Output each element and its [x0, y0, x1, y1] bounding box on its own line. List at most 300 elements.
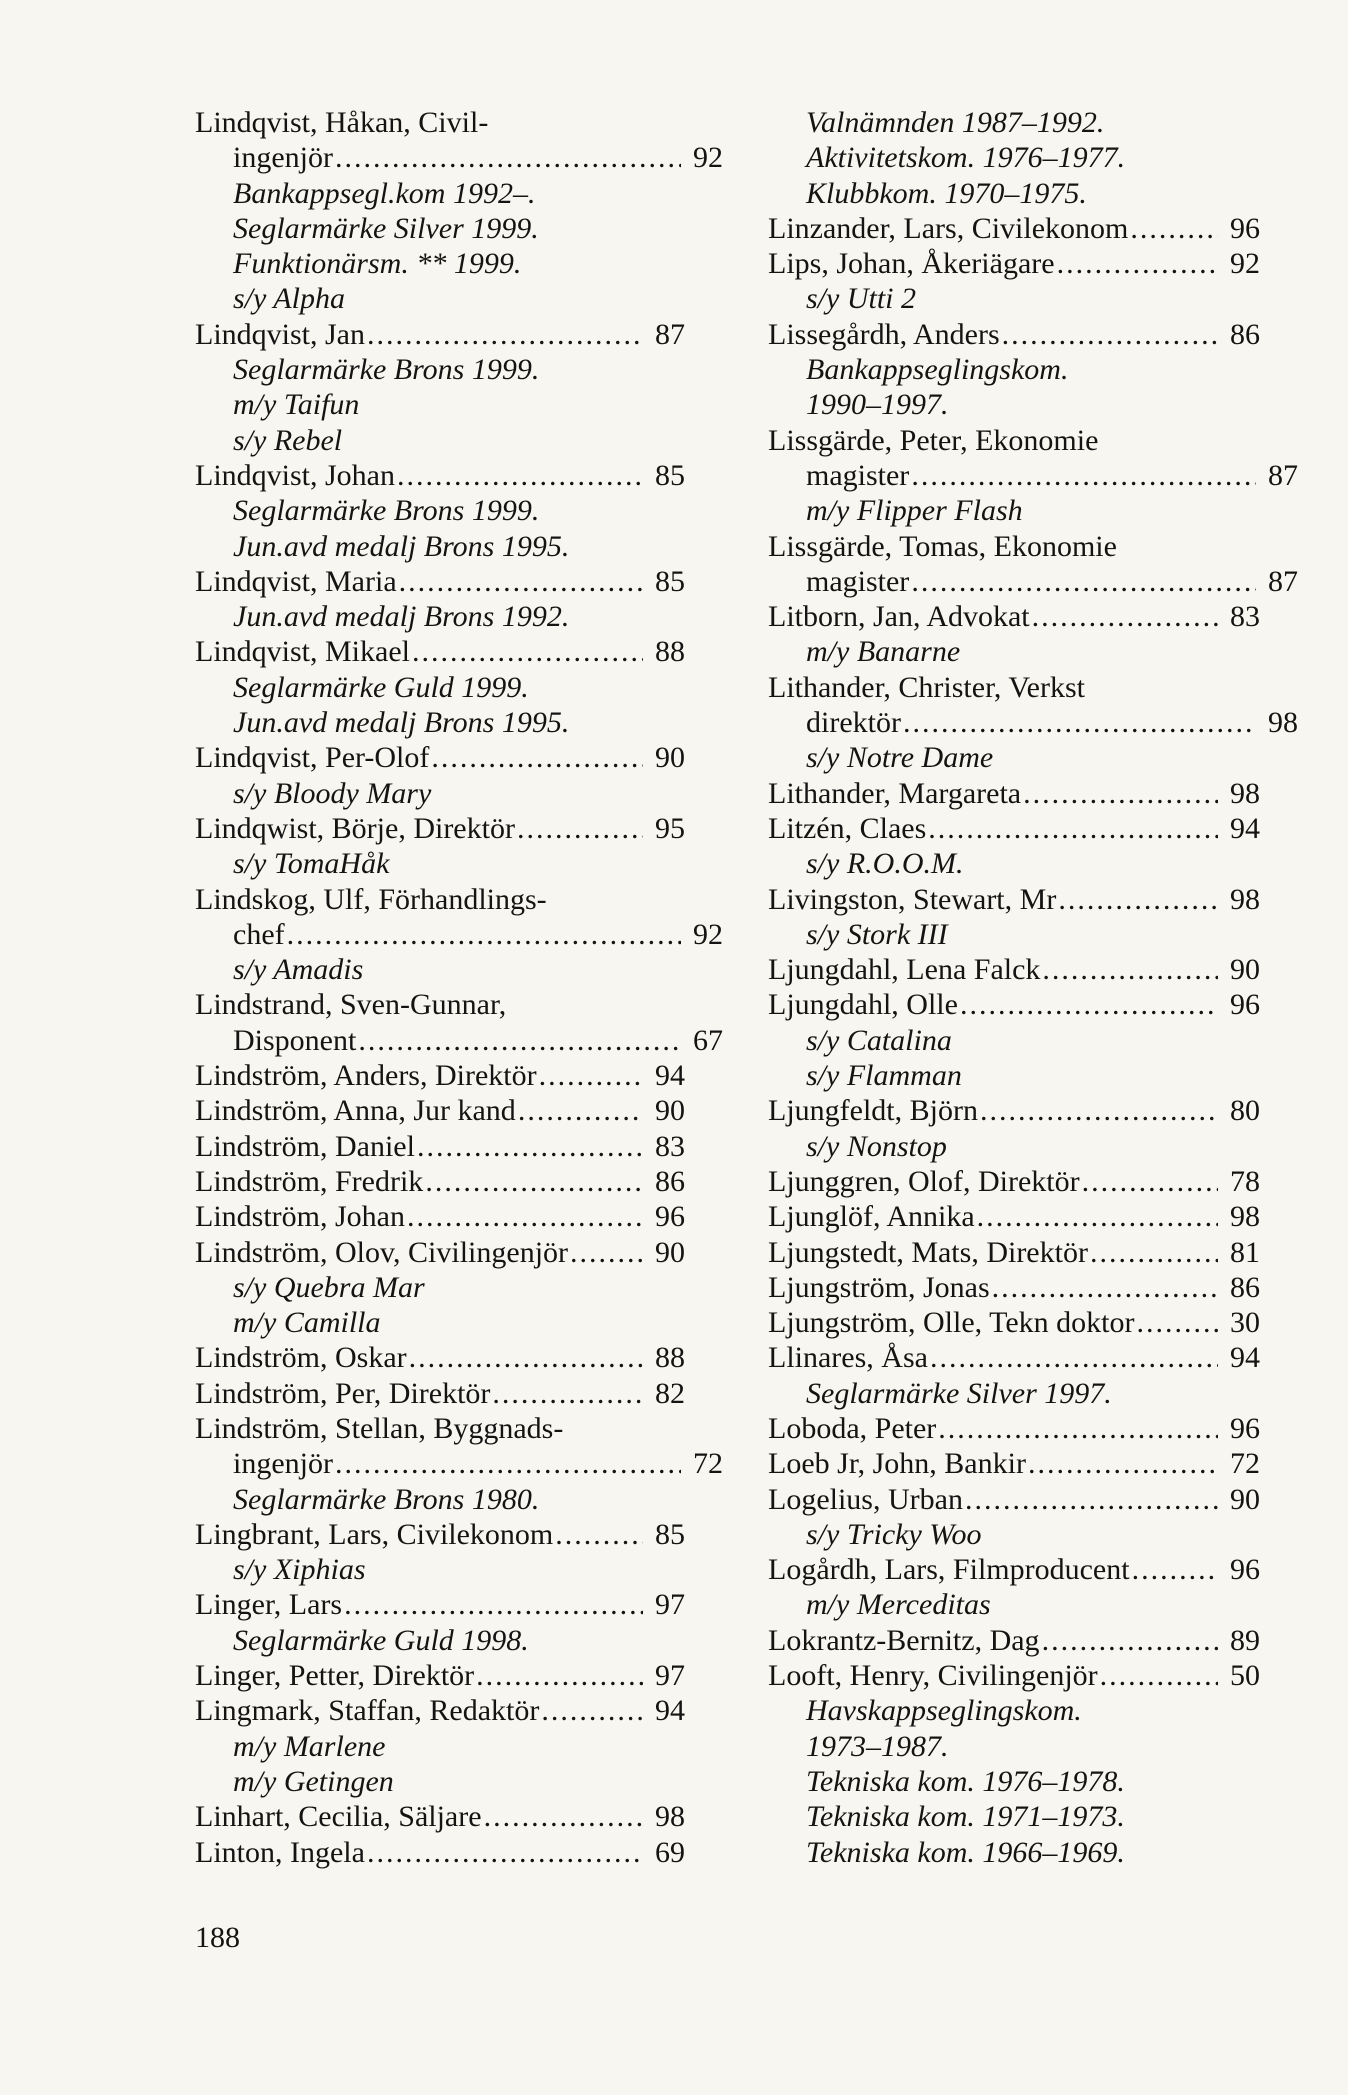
entry-text: Lindqvist, Per-Olof: [195, 741, 430, 775]
entry-text: chef: [233, 917, 285, 951]
index-entry: [195, 1058, 685, 1093]
index-column-left: [195, 105, 723, 1870]
index-entry: [768, 1552, 1260, 1587]
entry-text: Valnämnden 1987–1992.: [806, 106, 1105, 139]
entry-page-number: 90: [655, 741, 685, 775]
entry-page-number: 96: [1230, 211, 1260, 245]
index-subentry: [768, 1587, 1298, 1622]
entry-text: s/y Quebra Mar: [233, 1270, 425, 1304]
dot-leader: [517, 811, 643, 846]
entry-text: Lindqvist, Johan: [195, 458, 395, 492]
dot-leader: [1042, 952, 1218, 987]
entry-text: Seglarmärke Guld 1998.: [233, 1623, 529, 1657]
entry-text: Ljungstedt, Mats, Direktör: [768, 1235, 1088, 1269]
entry-page-number: 96: [1230, 988, 1260, 1022]
entry-text: Ljungdahl, Lena Falck: [768, 953, 1041, 987]
entry-text: Logelius, Urban: [768, 1482, 963, 1516]
entry-page-number: 97: [655, 1659, 685, 1693]
dot-leader: [399, 564, 643, 599]
entry-text: Linhart, Cecilia, Säljare: [195, 1800, 482, 1834]
entry-page-number: 87: [655, 317, 685, 351]
index-subentry: [195, 1270, 723, 1305]
entry-text: Lindström, Anders, Direktör: [195, 1059, 537, 1093]
entry-text: Jun.avd medalj Brons 1995.: [233, 706, 570, 740]
entry-page-number: 95: [655, 811, 685, 845]
index-subentry: [768, 634, 1298, 669]
entry-text: m/y Getingen: [233, 1764, 394, 1798]
entry-text: Lissegårdh, Anders: [768, 317, 1000, 351]
index-subentry: [195, 387, 723, 422]
index-subentry: [195, 1764, 723, 1799]
dot-leader: [539, 1058, 643, 1093]
entry-page-number: 83: [655, 1129, 685, 1163]
dot-leader: [977, 1199, 1218, 1234]
index-subentry: [195, 423, 723, 458]
entry-page-number: 83: [1230, 600, 1260, 634]
index-subentry: [768, 1023, 1298, 1058]
index-entry: [768, 1199, 1260, 1234]
entry-page-number: 87: [1268, 458, 1298, 492]
dot-leader: [938, 1411, 1218, 1446]
index-entry: [195, 1199, 685, 1234]
index-subentry: [768, 1799, 1298, 1834]
dot-leader: [541, 1693, 643, 1728]
index-entry: [768, 211, 1260, 246]
entry-text: Looft, Henry, Civilingenjör: [768, 1659, 1098, 1693]
entry-page-number: 67: [693, 1023, 723, 1057]
entry-page-number: 90: [655, 1094, 685, 1128]
index-entry: [768, 1164, 1260, 1199]
entry-text: Seglarmärke Brons 1980.: [233, 1482, 540, 1516]
index-entry: [195, 140, 723, 175]
index-subentry: [195, 176, 723, 211]
entry-text: 1973–1987.: [806, 1729, 949, 1763]
dot-leader: [1082, 1164, 1218, 1199]
entry-page-number: 85: [655, 1517, 685, 1551]
dot-leader: [928, 811, 1218, 846]
entry-text: Seglarmärke Guld 1999.: [233, 670, 529, 704]
index-subentry: [195, 1623, 723, 1658]
entry-page-number: 86: [1230, 1270, 1260, 1304]
dot-leader: [555, 1517, 643, 1552]
entry-text: Bankappsegl.kom 1992–.: [233, 176, 536, 210]
entry-page-number: 50: [1230, 1659, 1260, 1693]
index-subentry: [768, 740, 1298, 775]
index-subentry: [195, 246, 723, 281]
index-entry: [195, 1587, 685, 1622]
dot-leader: [409, 1340, 643, 1375]
index-entry: [768, 1093, 1260, 1128]
index-entry: [768, 564, 1298, 599]
entry-text: Lithander, Margareta: [768, 776, 1022, 810]
index-entry: [768, 1340, 1260, 1375]
index-subentry: [195, 352, 723, 387]
entry-page-number: 72: [693, 1447, 723, 1481]
index-entry: [195, 1129, 685, 1164]
dot-leader: [1132, 1552, 1218, 1587]
dot-leader: [287, 917, 681, 952]
entry-text: Lindström, Olov, Civilingenjör: [195, 1235, 569, 1269]
entry-text: Ljunggren, Olof, Direktör: [768, 1164, 1080, 1198]
dot-leader: [1058, 882, 1218, 917]
entry-text: Lingmark, Staffan, Redaktör: [195, 1694, 540, 1728]
entry-text: Seglarmärke Brons 1999.: [233, 494, 540, 528]
dot-leader: [1023, 776, 1218, 811]
index-entry: [768, 1658, 1260, 1693]
dot-leader: [911, 564, 1256, 599]
index-entry: [195, 1658, 685, 1693]
index-subentry: [768, 1129, 1298, 1164]
entry-page-number: 92: [693, 917, 723, 951]
entry-text: Aktivitetskom. 1976–1977.: [806, 141, 1126, 175]
entry-page-number: 85: [655, 564, 685, 598]
entry-text: m/y Camilla: [233, 1306, 381, 1340]
index-subentry: [195, 211, 723, 246]
entry-text: Loeb Jr, John, Bankir: [768, 1447, 1026, 1481]
entry-page-number: 89: [1230, 1623, 1260, 1657]
index-entry: [195, 1235, 685, 1270]
entry-text: ingenjör: [233, 1447, 333, 1481]
entry-text: 1990–1997.: [806, 388, 949, 422]
dot-leader: [397, 458, 643, 493]
index-entry: [195, 1693, 685, 1728]
dot-leader: [344, 1587, 643, 1622]
index-entry: [768, 246, 1260, 281]
index-entry: [195, 987, 685, 1022]
entry-page-number: 94: [655, 1059, 685, 1093]
index-entry: [768, 952, 1260, 987]
entry-page-number: 78: [1230, 1164, 1260, 1198]
index-subentry: [195, 1305, 723, 1340]
index-entry: [768, 776, 1260, 811]
index-entry: [768, 987, 1260, 1022]
entry-page-number: 90: [1230, 953, 1260, 987]
dot-leader: [1032, 599, 1218, 634]
dot-leader: [367, 317, 643, 352]
index-subentry: [768, 1764, 1298, 1799]
entry-text: Llinares, Åsa: [768, 1341, 928, 1375]
dot-leader: [1002, 317, 1218, 352]
entry-text: Lindström, Stellan, Byggnads-: [195, 1411, 564, 1445]
entry-text: Lokrantz-Bernitz, Dag: [768, 1623, 1040, 1657]
entry-text: Lips, Johan, Åkeriägare: [768, 247, 1055, 281]
index-subentry: [768, 140, 1298, 175]
index-entry: [195, 1411, 685, 1446]
entry-text: s/y Stork III: [806, 917, 948, 951]
index-entry: [768, 1235, 1260, 1270]
index-subentry: [195, 529, 723, 564]
index-entry: [195, 1164, 685, 1199]
index-entry: [768, 1482, 1260, 1517]
entry-text: Lithander, Christer, Verkst: [768, 670, 1085, 704]
entry-page-number: 98: [1230, 1200, 1260, 1234]
entry-page-number: 92: [1230, 247, 1260, 281]
entry-page-number: 96: [1230, 1411, 1260, 1445]
index-entry: [195, 1799, 685, 1834]
entry-text: Lindström, Per, Direktör: [195, 1376, 491, 1410]
dot-leader: [484, 1799, 643, 1834]
entry-text: s/y Catalina: [806, 1023, 952, 1057]
entry-text: Linton, Ingela: [195, 1835, 365, 1869]
entry-text: Lindqvist, Håkan, Civil-: [195, 106, 489, 139]
index-entry: [768, 458, 1298, 493]
index-subentry: [195, 281, 723, 316]
entry-page-number: 98: [1268, 706, 1298, 740]
entry-text: Litborn, Jan, Advokat: [768, 600, 1030, 634]
index-entry: [768, 423, 1260, 458]
index-subentry: [195, 599, 723, 634]
entry-text: s/y Utti 2: [806, 282, 916, 316]
dot-leader: [903, 705, 1256, 740]
entry-page-number: 85: [655, 458, 685, 492]
dot-leader: [960, 987, 1218, 1022]
index-subentry: [195, 1552, 723, 1587]
entry-text: Linger, Petter, Direktör: [195, 1659, 475, 1693]
index-entry: [195, 882, 685, 917]
dot-leader: [911, 458, 1256, 493]
index-subentry: [768, 1376, 1298, 1411]
index-subentry: [195, 952, 723, 987]
index-entry: [195, 1093, 685, 1128]
index-subentry: [768, 176, 1298, 211]
entry-text: Jun.avd medalj Brons 1995.: [233, 529, 570, 563]
index-entry: [768, 1305, 1260, 1340]
entry-text: s/y Xiphias: [233, 1553, 366, 1587]
entry-page-number: 88: [655, 1341, 685, 1375]
dot-leader: [476, 1658, 643, 1693]
entry-page-number: 90: [1230, 1482, 1260, 1516]
entry-text: Lindström, Fredrik: [195, 1164, 424, 1198]
entry-page-number: 98: [655, 1800, 685, 1834]
entry-text: Ljungström, Jonas: [768, 1270, 990, 1304]
entry-page-number: 97: [655, 1588, 685, 1622]
entry-page-number: 88: [655, 635, 685, 669]
entry-text: Tekniska kom. 1971–1973.: [806, 1800, 1125, 1834]
entry-text: ingenjör: [233, 141, 333, 175]
index-subentry: [768, 105, 1298, 140]
index-subentry: [768, 387, 1298, 422]
entry-text: m/y Taifun: [233, 388, 360, 422]
page-number: 188: [195, 1921, 240, 1954]
index-subentry: [768, 1729, 1298, 1764]
entry-text: Livingston, Stewart, Mr: [768, 882, 1057, 916]
dot-leader: [930, 1340, 1218, 1375]
entry-text: Loboda, Peter: [768, 1411, 937, 1445]
index-entry: [195, 105, 685, 140]
entry-text: Lindqvist, Jan: [195, 317, 365, 351]
index-subentry: [195, 705, 723, 740]
entry-text: s/y Rebel: [233, 423, 343, 457]
index-entry: [768, 599, 1260, 634]
index-entry: [195, 1446, 723, 1481]
index-entry: [195, 1340, 685, 1375]
entry-text: s/y Notre Dame: [806, 741, 994, 775]
index-subentry: [768, 352, 1298, 387]
entry-text: Litzén, Claes: [768, 811, 927, 845]
entry-text: m/y Banarne: [806, 635, 961, 669]
dot-leader: [407, 1199, 643, 1234]
dot-leader: [1100, 1658, 1218, 1693]
entry-text: Lindstrand, Sven-Gunnar,: [195, 988, 507, 1022]
index-subentry: [195, 776, 723, 811]
entry-page-number: 82: [655, 1376, 685, 1410]
entry-text: s/y R.O.O.M.: [806, 847, 964, 881]
entry-text: Seglarmärke Silver 1997.: [806, 1376, 1112, 1410]
index-entry: [195, 740, 685, 775]
dot-leader: [417, 1129, 643, 1164]
dot-leader: [1090, 1235, 1218, 1270]
entry-page-number: 30: [1230, 1306, 1260, 1340]
entry-text: Jun.avd medalj Brons 1992.: [233, 600, 570, 634]
index-entry: [768, 1623, 1260, 1658]
entry-text: magister: [806, 458, 910, 492]
index-entry: [195, 1517, 685, 1552]
index-entry: [768, 670, 1260, 705]
entry-text: Lindskog, Ulf, Förhandlings-: [195, 882, 547, 916]
index-subentry: [768, 1517, 1298, 1552]
dot-leader: [358, 1023, 681, 1058]
dot-leader: [492, 1376, 643, 1411]
dot-leader: [518, 1093, 643, 1128]
entry-page-number: 87: [1268, 564, 1298, 598]
entry-page-number: 69: [655, 1835, 685, 1869]
entry-text: Klubbkom. 1970–1975.: [806, 176, 1087, 210]
entry-text: Lindqvist, Maria: [195, 564, 397, 598]
index-subentry: [195, 493, 723, 528]
dot-leader: [412, 634, 643, 669]
index-subentry: [195, 846, 723, 881]
index-entry: [195, 564, 685, 599]
entry-page-number: 92: [693, 141, 723, 175]
entry-page-number: 96: [655, 1200, 685, 1234]
index-entry: [195, 1835, 685, 1870]
entry-text: Lindström, Daniel: [195, 1129, 415, 1163]
entry-page-number: 86: [655, 1164, 685, 1198]
entry-text: Ljungström, Olle, Tekn doktor: [768, 1306, 1135, 1340]
entry-text: s/y Alpha: [233, 282, 345, 316]
index-subentry: [768, 846, 1298, 881]
entry-page-number: 94: [1230, 811, 1260, 845]
entry-text: Ljungdahl, Olle: [768, 988, 958, 1022]
entry-text: Lindqwist, Börje, Direktör: [195, 811, 515, 845]
index-subentry: [195, 1482, 723, 1517]
index-entry: [195, 1023, 723, 1058]
entry-text: Linzander, Lars, Civilekonom: [768, 211, 1129, 245]
entry-text: Ljungfeldt, Björn: [768, 1094, 978, 1128]
dot-leader: [431, 740, 643, 775]
index-entry: [768, 317, 1260, 352]
entry-text: magister: [806, 564, 910, 598]
entry-text: s/y Flamman: [806, 1059, 962, 1093]
index-entry: [195, 1376, 685, 1411]
entry-page-number: 90: [655, 1235, 685, 1269]
entry-page-number: 81: [1230, 1235, 1260, 1269]
entry-text: Lingbrant, Lars, Civilekonom: [195, 1517, 554, 1551]
index-subentry: [768, 493, 1298, 528]
dot-leader: [1130, 211, 1218, 246]
entry-text: m/y Flipper Flash: [806, 494, 1023, 528]
index-entry: [768, 705, 1298, 740]
index-entry: [195, 917, 723, 952]
entry-page-number: 98: [1230, 776, 1260, 810]
entry-text: Lindqvist, Mikael: [195, 635, 410, 669]
dot-leader: [992, 1270, 1218, 1305]
dot-leader: [980, 1093, 1218, 1128]
entry-text: Disponent: [233, 1023, 357, 1057]
entry-text: Lissgärde, Tomas, Ekonomie: [768, 529, 1117, 563]
entry-text: m/y Merceditas: [806, 1588, 991, 1622]
entry-text: Ljunglöf, Annika: [768, 1200, 975, 1234]
index-subentry: [768, 1058, 1298, 1093]
entry-page-number: 86: [1230, 317, 1260, 351]
index-subentry: [195, 670, 723, 705]
entry-page-number: 94: [1230, 1341, 1260, 1375]
entry-text: Linger, Lars: [195, 1588, 343, 1622]
entry-text: s/y Bloody Mary: [233, 776, 432, 810]
entry-text: Seglarmärke Silver 1999.: [233, 211, 539, 245]
dot-leader: [1057, 246, 1218, 281]
entry-text: Lindström, Johan: [195, 1200, 405, 1234]
entry-text: s/y Amadis: [233, 953, 364, 987]
index-subentry: [768, 1835, 1298, 1870]
dot-leader: [1136, 1305, 1218, 1340]
dot-leader: [335, 140, 681, 175]
index-subentry: [768, 281, 1298, 316]
entry-text: s/y TomaHåk: [233, 847, 390, 881]
index-entry: [768, 1446, 1260, 1481]
index-subentry: [195, 1729, 723, 1764]
index-entry: [768, 882, 1260, 917]
entry-text: s/y Tricky Woo: [806, 1517, 982, 1551]
entry-text: Tekniska kom. 1966–1969.: [806, 1835, 1125, 1869]
index-entry: [195, 811, 685, 846]
index-subentry: [768, 917, 1298, 952]
dot-leader: [570, 1235, 643, 1270]
dot-leader: [367, 1835, 643, 1870]
dot-leader: [1028, 1446, 1218, 1481]
entry-page-number: 96: [1230, 1553, 1260, 1587]
entry-text: Havskappseglingskom.: [806, 1694, 1082, 1728]
entry-page-number: 72: [1230, 1447, 1260, 1481]
index-entry: [195, 634, 685, 669]
dot-leader: [425, 1164, 643, 1199]
index-entry: [768, 1411, 1260, 1446]
entry-text: s/y Nonstop: [806, 1129, 947, 1163]
entry-text: Lindström, Anna, Jur kand: [195, 1094, 516, 1128]
dot-leader: [965, 1482, 1218, 1517]
index-subentry: [768, 1693, 1298, 1728]
index-entry: [768, 1270, 1260, 1305]
index-entry: [195, 317, 685, 352]
entry-text: Bankappseglingskom.: [806, 353, 1069, 387]
entry-text: Lissgärde, Peter, Ekonomie: [768, 423, 1099, 457]
dot-leader: [1042, 1623, 1218, 1658]
entry-text: Lindström, Oskar: [195, 1341, 407, 1375]
index-entry: [768, 811, 1260, 846]
index-entry: [768, 529, 1260, 564]
entry-text: direktör: [806, 706, 901, 740]
index-entry: [195, 458, 685, 493]
entry-page-number: 80: [1230, 1094, 1260, 1128]
index-column-right: [768, 105, 1298, 1870]
entry-text: Funktionärsm. ** 1999.: [233, 247, 522, 281]
entry-page-number: 98: [1230, 882, 1260, 916]
entry-page-number: 94: [655, 1694, 685, 1728]
entry-text: Seglarmärke Brons 1999.: [233, 353, 540, 387]
entry-text: m/y Marlene: [233, 1729, 386, 1763]
dot-leader: [335, 1446, 681, 1481]
entry-text: Tekniska kom. 1976–1978.: [806, 1764, 1125, 1798]
